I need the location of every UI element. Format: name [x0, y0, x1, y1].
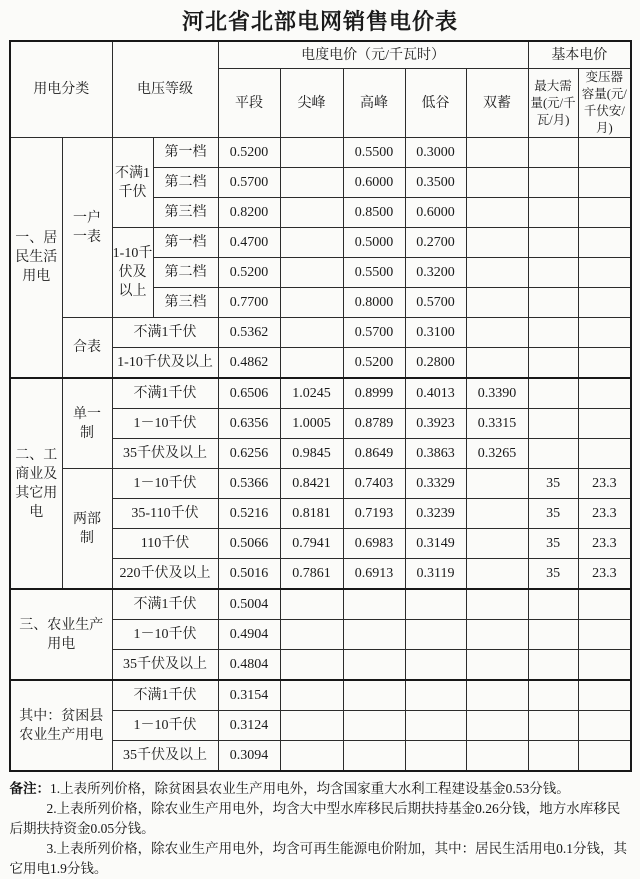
voltage-cell: 110千伏: [112, 529, 218, 559]
table-row: [10, 138, 631, 168]
price-peak-cell: 0.8000: [343, 288, 405, 318]
tier-cell: 第二档: [153, 258, 218, 288]
price-flat-cell: 0.5362: [218, 318, 280, 348]
price-valley-cell: 0.3239: [405, 499, 466, 529]
voltage-cell: 不满1千伏: [112, 318, 218, 348]
transformer-capacity-cell: [578, 228, 631, 258]
table-row: [10, 469, 631, 499]
max-demand-cell: [528, 138, 578, 168]
price-valley-cell: [405, 680, 466, 711]
price-peak-cell: 0.8999: [343, 378, 405, 409]
transformer-capacity-cell: [578, 318, 631, 348]
voltage-cell: 不满1千伏: [112, 378, 218, 409]
max-demand-cell: [528, 198, 578, 228]
price-valley-cell: 0.3200: [405, 258, 466, 288]
max-demand-cell: [528, 409, 578, 439]
price-valley-cell: 0.5700: [405, 288, 466, 318]
note-item-3: 3.上表所列价格，除农业生产用电外，均含可再生能源电价附加，其中：居民生活用电0.1分钱，其它用电1.9分钱。: [9, 841, 627, 876]
voltage-cell: 1－10千伏: [112, 409, 218, 439]
col-header-max-demand: 最大需量(元/千瓦/月): [528, 69, 578, 138]
voltage-cell: 35-110千伏: [112, 499, 218, 529]
transformer-capacity-cell: [578, 168, 631, 198]
price-flat-cell: 0.7700: [218, 288, 280, 318]
voltage-cell: 35千伏及以上: [112, 741, 218, 772]
price-sharp-cell: 0.7861: [280, 559, 343, 590]
price-storage-cell: [466, 650, 528, 681]
transformer-capacity-cell: [578, 378, 631, 409]
price-sharp-cell: [280, 228, 343, 258]
price-sharp-cell: [280, 168, 343, 198]
price-flat-cell: 0.5366: [218, 469, 280, 499]
col-header-voltage-level: 电压等级: [112, 41, 218, 138]
voltage-cell: 220千伏及以上: [112, 559, 218, 590]
price-flat-cell: 0.4862: [218, 348, 280, 379]
price-sharp-cell: 1.0005: [280, 409, 343, 439]
price-storage-cell: 0.3390: [466, 378, 528, 409]
max-demand-cell: [528, 348, 578, 379]
max-demand-cell: 35: [528, 559, 578, 590]
price-storage-cell: [466, 168, 528, 198]
price-peak-cell: [343, 680, 405, 711]
price-flat-cell: 0.3124: [218, 711, 280, 741]
max-demand-cell: 35: [528, 499, 578, 529]
price-storage-cell: [466, 228, 528, 258]
price-flat-cell: 0.5200: [218, 258, 280, 288]
tier-cell: 第三档: [153, 288, 218, 318]
col-header-peak: 高峰: [343, 69, 405, 138]
price-storage-cell: [466, 258, 528, 288]
price-storage-cell: [466, 620, 528, 650]
price-valley-cell: 0.2800: [405, 348, 466, 379]
voltage-cell: 35千伏及以上: [112, 650, 218, 681]
price-valley-cell: [405, 650, 466, 681]
section-label-residential: 一、居民生活用电: [10, 138, 62, 379]
price-flat-cell: 0.5004: [218, 589, 280, 620]
section-label-agricultural: 三、农业生产用电: [10, 589, 112, 680]
price-valley-cell: [405, 711, 466, 741]
price-valley-cell: 0.3500: [405, 168, 466, 198]
price-sharp-cell: [280, 650, 343, 681]
price-flat-cell: 0.5200: [218, 138, 280, 168]
electricity-price-table: [9, 40, 632, 772]
price-peak-cell: 0.6913: [343, 559, 405, 590]
price-flat-cell: 0.5216: [218, 499, 280, 529]
price-flat-cell: 0.6356: [218, 409, 280, 439]
table-row: [10, 680, 631, 711]
price-sharp-cell: [280, 680, 343, 711]
transformer-capacity-cell: [578, 409, 631, 439]
voltage-cell: 不满1千伏: [112, 589, 218, 620]
meter-type-cell: 两部制: [62, 469, 112, 590]
price-storage-cell: [466, 138, 528, 168]
transformer-capacity-cell: [578, 439, 631, 469]
max-demand-cell: 35: [528, 529, 578, 559]
price-peak-cell: 0.5700: [343, 318, 405, 348]
price-valley-cell: 0.3119: [405, 559, 466, 590]
price-valley-cell: 0.3100: [405, 318, 466, 348]
price-valley-cell: 0.3149: [405, 529, 466, 559]
transformer-capacity-cell: [578, 589, 631, 620]
price-peak-cell: 0.5500: [343, 258, 405, 288]
transformer-capacity-cell: [578, 620, 631, 650]
note-line-2: [10, 799, 631, 839]
price-valley-cell: [405, 741, 466, 772]
price-valley-cell: [405, 620, 466, 650]
price-storage-cell: [466, 680, 528, 711]
price-peak-cell: [343, 620, 405, 650]
section-label-industrial: 二、工商业及其它用电: [10, 378, 62, 589]
transformer-capacity-cell: [578, 348, 631, 379]
footnotes: [10, 779, 631, 879]
voltage-cell: 不满1千伏: [112, 680, 218, 711]
price-peak-cell: [343, 711, 405, 741]
header-row-groups: [10, 41, 631, 69]
price-peak-cell: [343, 650, 405, 681]
tier-cell: 第二档: [153, 168, 218, 198]
transformer-capacity-cell: [578, 258, 631, 288]
price-storage-cell: [466, 288, 528, 318]
tier-cell: 第一档: [153, 138, 218, 168]
price-flat-cell: 0.4804: [218, 650, 280, 681]
price-storage-cell: [466, 529, 528, 559]
price-peak-cell: [343, 741, 405, 772]
transformer-capacity-cell: [578, 138, 631, 168]
max-demand-cell: [528, 439, 578, 469]
price-valley-cell: 0.2700: [405, 228, 466, 258]
price-storage-cell: [466, 741, 528, 772]
meter-type-cell: 一户一表: [62, 138, 112, 318]
max-demand-cell: [528, 620, 578, 650]
price-flat-cell: 0.3094: [218, 741, 280, 772]
price-peak-cell: 0.8500: [343, 198, 405, 228]
table-row: [10, 589, 631, 620]
max-demand-cell: [528, 589, 578, 620]
note-line-1: [10, 779, 631, 799]
price-flat-cell: 0.3154: [218, 680, 280, 711]
transformer-capacity-cell: 23.3: [578, 529, 631, 559]
price-sharp-cell: 0.8181: [280, 499, 343, 529]
col-header-valley: 低谷: [405, 69, 466, 138]
price-storage-cell: [466, 318, 528, 348]
transformer-capacity-cell: 23.3: [578, 499, 631, 529]
max-demand-cell: [528, 680, 578, 711]
price-flat-cell: 0.5016: [218, 559, 280, 590]
price-flat-cell: 0.6506: [218, 378, 280, 409]
voltage-cell: 35千伏及以上: [112, 439, 218, 469]
price-flat-cell: 0.5700: [218, 168, 280, 198]
price-flat-cell: 0.6256: [218, 439, 280, 469]
price-sharp-cell: 0.9845: [280, 439, 343, 469]
voltage-cell: 1-10千伏及以上: [112, 348, 218, 379]
price-sharp-cell: [280, 288, 343, 318]
price-peak-cell: 0.6000: [343, 168, 405, 198]
price-storage-cell: [466, 348, 528, 379]
price-sharp-cell: [280, 138, 343, 168]
note-item-2: 2.上表所列价格，除农业生产用电外，均含大中型水库移民后期扶持基金0.26分钱，地方水库移民后期扶持资金0.05分钱。: [9, 801, 621, 836]
col-header-flat: 平段: [218, 69, 280, 138]
price-peak-cell: 0.5000: [343, 228, 405, 258]
price-sharp-cell: [280, 198, 343, 228]
tier-cell: 第一档: [153, 228, 218, 258]
table-row: [10, 318, 631, 348]
transformer-capacity-cell: [578, 288, 631, 318]
price-flat-cell: 0.4700: [218, 228, 280, 258]
price-peak-cell: 0.5500: [343, 138, 405, 168]
voltage-cell: 1-10千伏及以上: [112, 228, 153, 318]
max-demand-cell: [528, 711, 578, 741]
voltage-cell: 1－10千伏: [112, 620, 218, 650]
price-sharp-cell: [280, 589, 343, 620]
price-valley-cell: 0.3329: [405, 469, 466, 499]
price-peak-cell: [343, 589, 405, 620]
max-demand-cell: [528, 650, 578, 681]
price-peak-cell: 0.5200: [343, 348, 405, 379]
price-sharp-cell: [280, 741, 343, 772]
col-header-sharp-peak: 尖峰: [280, 69, 343, 138]
price-sharp-cell: 1.0245: [280, 378, 343, 409]
max-demand-cell: [528, 318, 578, 348]
max-demand-cell: 35: [528, 469, 578, 499]
price-sharp-cell: [280, 620, 343, 650]
price-peak-cell: 0.8649: [343, 439, 405, 469]
note-item-1: 1.上表所列价格，除贫困县农业生产用电外，均含国家重大水利工程建设基金0.53分钱。: [50, 781, 570, 796]
price-storage-cell: 0.3315: [466, 409, 528, 439]
voltage-cell: 1－10千伏: [112, 469, 218, 499]
voltage-cell: 1－10千伏: [112, 711, 218, 741]
price-sharp-cell: 0.7941: [280, 529, 343, 559]
price-flat-cell: 0.8200: [218, 198, 280, 228]
max-demand-cell: [528, 228, 578, 258]
transformer-capacity-cell: [578, 741, 631, 772]
section-label-poor-county-agricultural: 其中：贫困县农业生产用电: [10, 680, 112, 771]
max-demand-cell: [528, 258, 578, 288]
col-header-classification: 用电分类: [10, 41, 112, 138]
transformer-capacity-cell: [578, 650, 631, 681]
price-storage-cell: [466, 469, 528, 499]
price-storage-cell: [466, 499, 528, 529]
price-sharp-cell: [280, 348, 343, 379]
price-peak-cell: 0.6983: [343, 529, 405, 559]
price-peak-cell: 0.7193: [343, 499, 405, 529]
price-valley-cell: [405, 589, 466, 620]
price-valley-cell: 0.3000: [405, 138, 466, 168]
price-storage-cell: [466, 198, 528, 228]
meter-type-cell: 单一制: [62, 378, 112, 469]
price-flat-cell: 0.4904: [218, 620, 280, 650]
transformer-capacity-cell: [578, 680, 631, 711]
meter-type-cell: 合表: [62, 318, 112, 379]
price-sharp-cell: [280, 711, 343, 741]
price-peak-cell: 0.7403: [343, 469, 405, 499]
price-peak-cell: 0.8789: [343, 409, 405, 439]
price-storage-cell: [466, 711, 528, 741]
transformer-capacity-cell: [578, 198, 631, 228]
page-title: 河北省北部电网销售电价表: [181, 9, 458, 34]
col-header-dual-storage: 双蓄: [466, 69, 528, 138]
max-demand-cell: [528, 741, 578, 772]
transformer-capacity-cell: 23.3: [578, 559, 631, 590]
price-storage-cell: 0.3265: [466, 439, 528, 469]
max-demand-cell: [528, 288, 578, 318]
max-demand-cell: [528, 168, 578, 198]
price-storage-cell: [466, 559, 528, 590]
price-sharp-cell: [280, 258, 343, 288]
col-header-transformer-capacity: 变压器容量(元/千伏安/月): [578, 69, 631, 138]
price-sharp-cell: [280, 318, 343, 348]
price-valley-cell: 0.3923: [405, 409, 466, 439]
col-header-energy-price-group: 电度电价（元/千瓦时）: [218, 41, 528, 69]
price-sharp-cell: 0.8421: [280, 469, 343, 499]
transformer-capacity-cell: 23.3: [578, 469, 631, 499]
notes-label: 备注：: [9, 781, 50, 796]
note-line-3: [10, 839, 631, 879]
tier-cell: 第三档: [153, 198, 218, 228]
price-storage-cell: [466, 589, 528, 620]
voltage-cell: 不满1千伏: [112, 138, 153, 228]
max-demand-cell: [528, 378, 578, 409]
price-flat-cell: 0.5066: [218, 529, 280, 559]
col-header-basic-price-group: 基本电价: [528, 41, 631, 69]
price-valley-cell: 0.6000: [405, 198, 466, 228]
table-row: [10, 378, 631, 409]
transformer-capacity-cell: [578, 711, 631, 741]
price-valley-cell: 0.3863: [405, 439, 466, 469]
price-valley-cell: 0.4013: [405, 378, 466, 409]
